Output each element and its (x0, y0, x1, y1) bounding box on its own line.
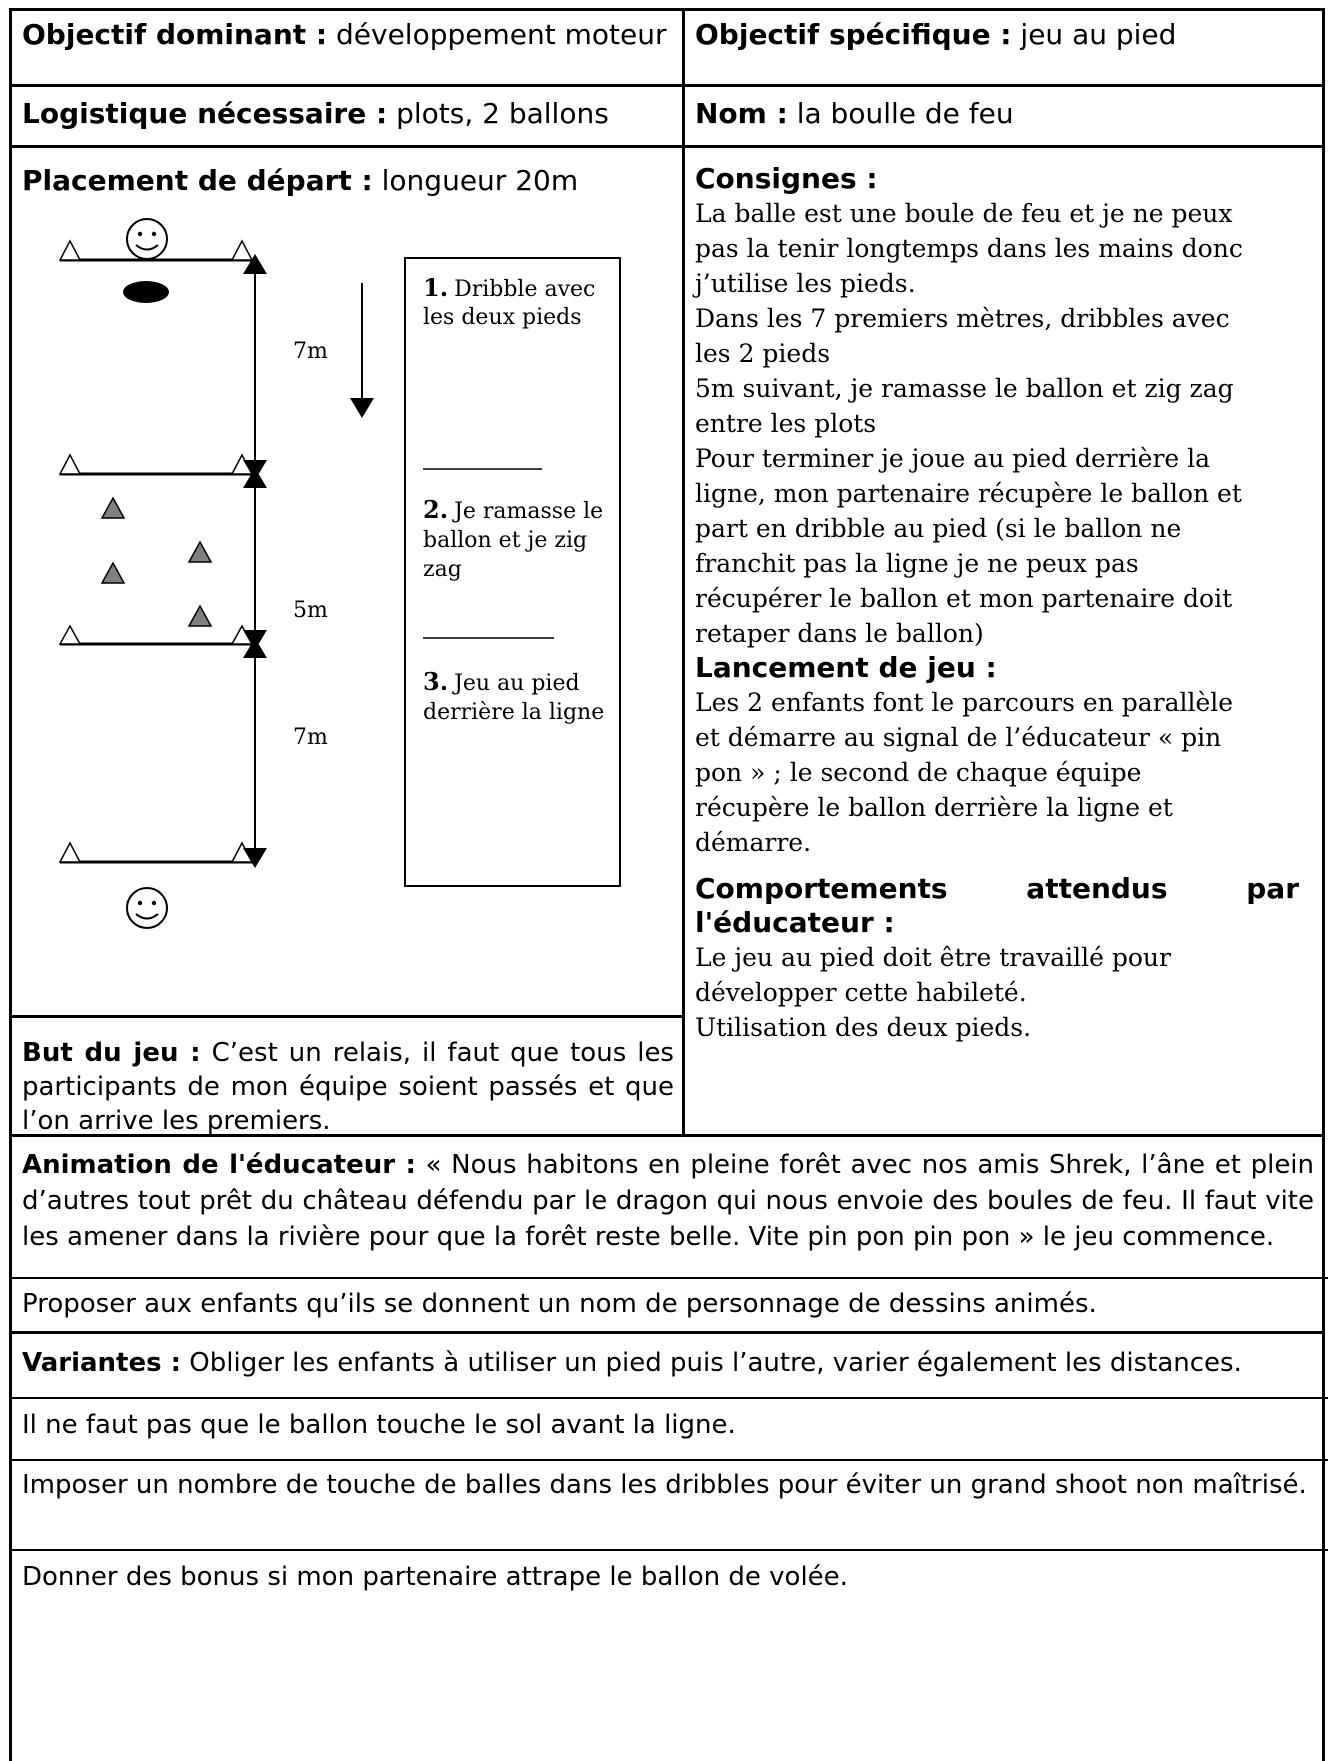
slalom-cone-icon (189, 542, 211, 562)
objectif-specifique-value: jeu au pied (1020, 18, 1177, 51)
distance-label: 5m (293, 598, 328, 623)
consignes-cell (682, 145, 1325, 1137)
cone-icon (60, 455, 80, 474)
consignes-text: La balle est une boule de feu et je ne peux pas la tenir longtemps dans les mains donc j’utilise les pieds. Dans les 7 premiers mètres, dribbles avec les 2 pieds 5m suivant, je ramasse le ballon et zig zag entre les plots Pour terminer je joue au pied derrière la ligne, mon partenaire récupère le ballon et part en dribble au pied (si le ballon ne franchit pas la ligne je ne peux pas récupérer le ballon et mon partenaire doit retaper dans le ballon) (695, 199, 1243, 648)
nom-label: Nom : (695, 97, 788, 130)
animation-text: « Nous habitons en pleine forêt avec nos amis Shrek, l’âne et plein d’autres tout prêt du château défendu par le dragon qui nous envoie des boules de feu. Il faut vite les amener dans la rivière pour que la forêt reste belle. Vite pin pon pin pon » le jeu commence. (22, 1150, 1315, 1252)
variantes-first: Obliger les enfants à utiliser un pied puis l’autre, varier également les distances. (189, 1348, 1242, 1378)
objectif-specifique-label: Objectif spécifique : (695, 18, 1012, 51)
nom-value: la boulle de feu (796, 97, 1014, 130)
field-diagram (12, 208, 652, 988)
placement-cell (9, 145, 685, 1018)
variantes-cell (9, 1331, 1325, 1761)
objectif-dominant-cell (9, 8, 685, 87)
objectif-specifique-cell (682, 8, 1325, 87)
comportements-text: Le jeu au pied doit être travaillé pour développer cette habileté. Utilisation des deux pieds. (695, 943, 1171, 1042)
logistique-label: Logistique nécessaire : (22, 97, 388, 130)
step-3: 3. Jeu au pied (423, 667, 580, 696)
distance-label: 7m (293, 725, 328, 750)
comportements-title-line-2: l'éducateur : (695, 906, 895, 939)
variante-item: Imposer un nombre de touche de balles dans les dribbles pour éviter un grand shoot non maîtrisé. (22, 1470, 1307, 1500)
but-label: But du jeu : (22, 1038, 201, 1068)
variante-item: Il ne faut pas que le ballon touche le sol avant la ligne. (22, 1410, 736, 1440)
smiley-bottom-icon (127, 888, 167, 928)
cone-icon (232, 626, 252, 644)
exercise-sheet (9, 8, 1325, 1748)
distance-label: 7m (293, 339, 328, 364)
variantes-label: Variantes : (22, 1348, 182, 1378)
cone-icon (60, 843, 80, 862)
step-2-line-3: zag (423, 557, 462, 582)
cone-icon (232, 241, 252, 260)
but-text: C’est un relais, il faut que tous les participants de mon équipe soient passés et que l’on arrive les premiers. (22, 1038, 674, 1136)
smiley-top-icon (127, 219, 167, 259)
placement-label: Placement de départ : (22, 164, 373, 197)
finish-line (60, 843, 255, 862)
comportements-title: Comportements attendus par (695, 872, 1299, 905)
slalom-cone-icon (189, 606, 211, 626)
slalom-cone-icon (102, 498, 124, 518)
nom-cell (682, 84, 1325, 148)
objectif-dominant-value: développement moteur (336, 18, 667, 51)
lancement-title: Lancement de jeu : (695, 651, 997, 684)
cone-icon (232, 455, 252, 474)
step-2: 2. Je ramasse le (423, 495, 604, 524)
animation-label: Animation de l'éducateur : (22, 1150, 416, 1180)
step-1: 1. Dribble avec (423, 273, 596, 302)
step-1-line-2: les deux pieds (423, 305, 582, 330)
logistique-cell (9, 84, 685, 148)
placement-value: longueur 20m (381, 164, 579, 197)
step-3-line-2: derrière la ligne (423, 700, 605, 725)
logistique-value: plots, 2 ballons (396, 97, 609, 130)
cone-icon (60, 626, 80, 644)
step-2-line-2: ballon et je zig (423, 528, 588, 553)
line-7m (60, 455, 255, 474)
objectif-dominant-label: Objectif dominant : (22, 18, 328, 51)
consignes-title: Consignes : (695, 162, 878, 195)
lancement-text: Les 2 enfants font le parcours en parallèle et démarre au signal de l’éducateur « pin pon » ; le second de chaque équipe récupère le ballon derrière la ligne et démarre. (695, 688, 1234, 857)
cone-icon (232, 843, 252, 862)
line-12m (60, 626, 255, 644)
variante-item: Donner des bonus si mon partenaire attrape le ballon de volée. (22, 1562, 848, 1592)
but-du-jeu-cell (9, 1015, 685, 1137)
slalom-cone-icon (102, 563, 124, 583)
ball-icon (123, 281, 169, 303)
cone-icon (60, 241, 80, 260)
animation-note: Proposer aux enfants qu’ils se donnent un nom de personnage de dessins animés. (22, 1289, 1097, 1319)
animation-cell (9, 1134, 1325, 1334)
